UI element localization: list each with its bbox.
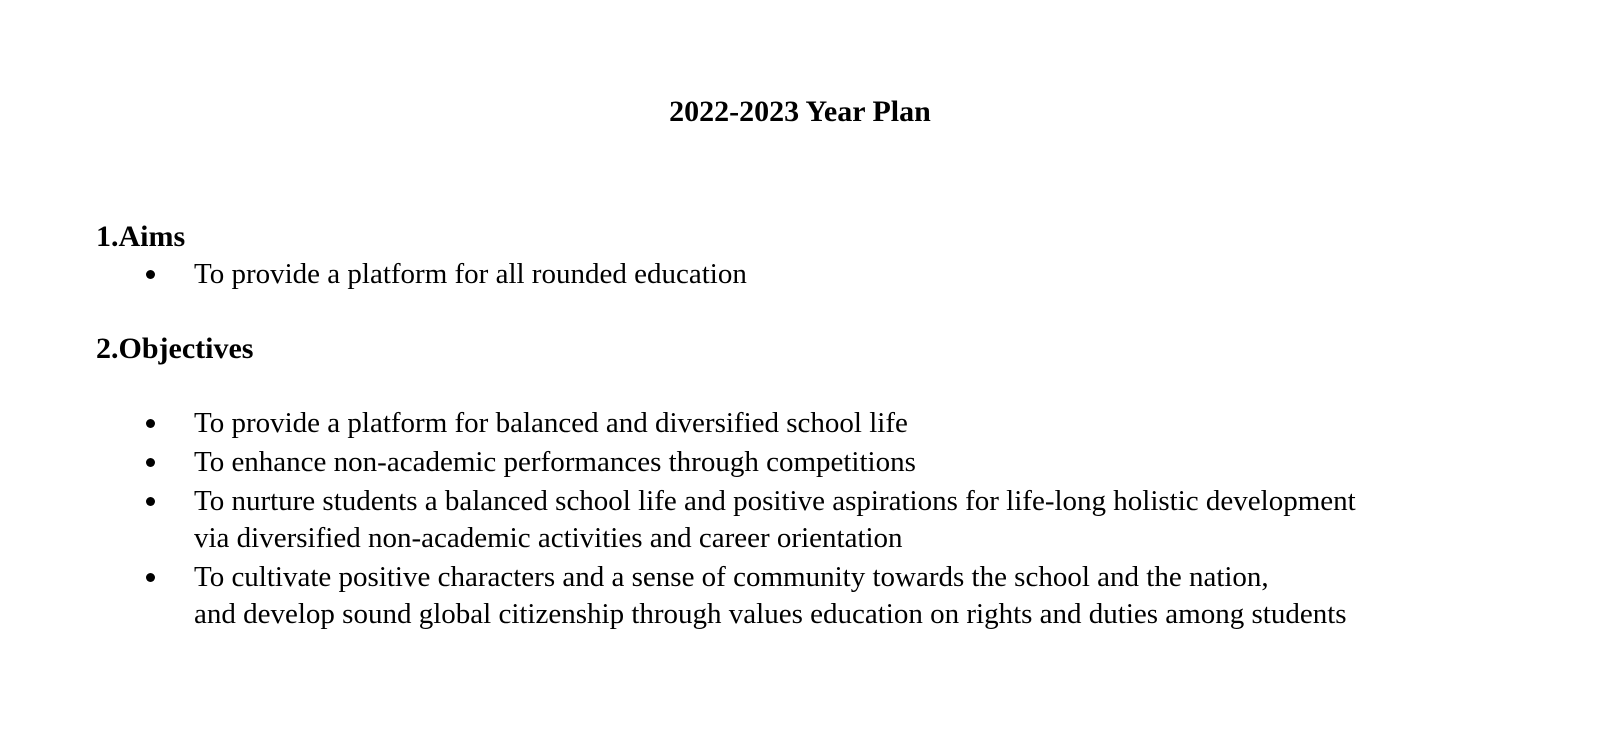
list-item — [0, 483, 1534, 557]
list-item-text-line-1: To nurture students a balanced school life and positive aspirations for life-long holistic development — [194, 485, 1356, 517]
list-item-text-line-1: To cultivate positive characters and a sense of community towards the school and the nation, — [194, 561, 1269, 593]
bullet-icon — [146, 573, 155, 582]
list-item — [0, 444, 1534, 481]
objectives-list — [0, 405, 1600, 635]
list-item-text: To enhance non-academic performances through competitions — [194, 446, 916, 478]
list-item-text: To provide a platform for all rounded education — [194, 258, 747, 290]
bullet-icon — [146, 497, 155, 506]
section-heading-aims: 1.Aims — [96, 220, 186, 253]
bullet-icon — [146, 458, 155, 467]
section-heading-objectives: 2.Objectives — [96, 332, 254, 365]
list-item-text-line-2: via diversified non-academic activities and career orientation — [194, 522, 903, 554]
list-item-text: To provide a platform for balanced and diversified school life — [194, 407, 908, 439]
list-item — [0, 559, 1534, 633]
page-title: 2022-2023 Year Plan — [669, 95, 931, 128]
aims-list — [0, 256, 1600, 295]
list-item — [0, 256, 1534, 293]
list-item — [0, 405, 1534, 442]
bullet-icon — [146, 419, 155, 428]
list-item-text-line-2: and develop sound global citizenship through values education on rights and duties among students — [194, 598, 1347, 630]
bullet-icon — [146, 270, 155, 279]
